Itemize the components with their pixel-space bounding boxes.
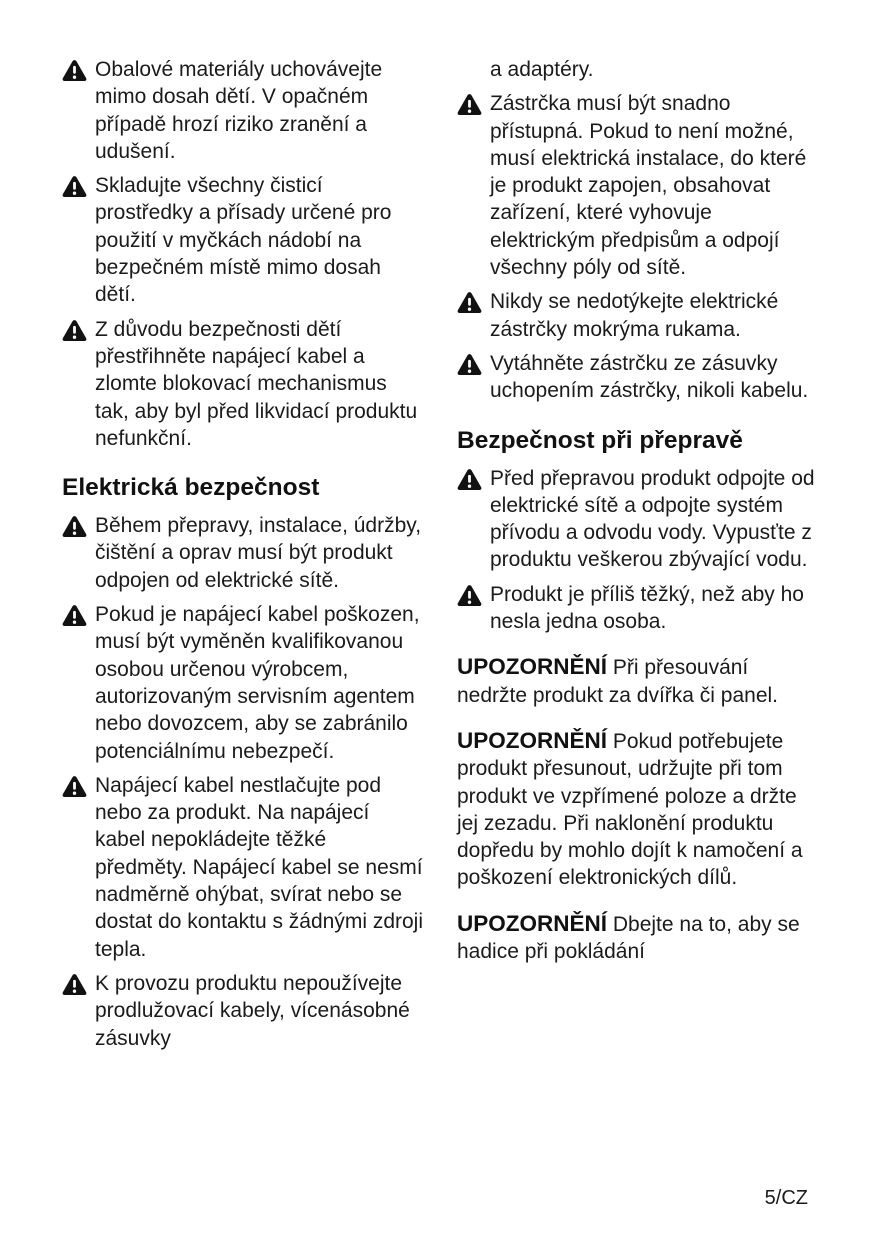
section-heading-transport-safety: Bezpečnost při přepravě xyxy=(457,426,743,454)
two-column-layout xyxy=(62,56,818,1059)
warning-triangle-icon xyxy=(62,970,95,996)
warning-triangle-icon xyxy=(457,90,490,116)
warning-triangle-icon xyxy=(62,772,95,798)
bullet-text: Zástrčka musí být snadno přístupná. Pokud to není možné, musí elektrická instalace, do které je produkt zapojen, obsahovat zařízení, které vyhovuje elektrickým předpisům a odpojí všechny póly od sítě. xyxy=(490,92,807,280)
warning-triangle-icon xyxy=(62,601,95,627)
warning-triangle-icon xyxy=(62,512,95,538)
warning-triangle-icon xyxy=(457,465,490,491)
bullet-text: Nikdy se nedotýkejte elektrické zástrčky mokrýma rukama. xyxy=(490,290,779,341)
warning-bullet xyxy=(62,512,423,594)
warning-triangle-icon xyxy=(62,316,95,342)
warning-triangle-icon xyxy=(62,172,95,198)
warning-triangle-icon xyxy=(62,56,95,82)
continuation-text: a adaptéry. xyxy=(490,58,594,81)
notice-paragraph xyxy=(457,909,818,966)
bullet-text: Obalové materiály uchovávejte mimo dosah dětí. V opačném případě hrozí riziko zranění a udušení. xyxy=(95,58,383,163)
bullet-text: Produkt je příliš těžký, než aby ho nesla jedna osoba. xyxy=(490,582,804,634)
bullet-text: Skladujte všechny čisticí prostředky a přísady určené pro použití v myčkách nádobí na bezpečném místě mimo dosah dětí. xyxy=(95,174,392,307)
right-column xyxy=(457,56,818,1059)
page-number: 5/CZ xyxy=(764,1187,808,1209)
notice-text: Při přesouvání nedržte produkt za dvířka či panel. xyxy=(457,656,779,707)
left-column xyxy=(62,56,423,1059)
warning-bullet xyxy=(457,350,818,405)
notice-label: UPOZORNĚNÍ xyxy=(457,910,608,936)
warning-bullet xyxy=(62,56,423,165)
notice-paragraph xyxy=(457,726,818,892)
warning-bullet xyxy=(457,581,818,636)
warning-bullet xyxy=(62,970,423,1052)
bullet-text: Z důvodu bezpečnosti dětí přestřihněte napájecí kabel a zlomte blokovací mechanismus tak, aby byl před likvidací produktu nefunkční. xyxy=(95,317,418,450)
warning-bullet xyxy=(62,601,423,765)
bullet-text: Napájecí kabel nestlačujte pod nebo za produkt. Na napájecí kabel nepokládejte těžké předměty. Napájecí kabel se nesmí nadměrně ohýbat, svírat nebo se dostat do kontaktu s žádnými zdroji tepla. xyxy=(95,773,424,961)
notice-label: UPOZORNĚNÍ xyxy=(457,727,608,753)
section-heading-electrical-safety: Elektrická bezpečnost xyxy=(62,474,320,502)
warning-triangle-icon xyxy=(457,350,490,376)
warning-bullet xyxy=(457,90,818,281)
warning-bullet xyxy=(62,316,423,452)
notice-text: Pokud potřebujete produkt přesunout, udržujte při tom produkt ve vzpřímené poloze a držte jej zezadu. Při naklonění produktu dopředu by mohlo dojít k namočení a poškození elektronických dílů. xyxy=(457,729,803,890)
warning-bullet xyxy=(62,772,423,963)
warning-triangle-icon xyxy=(457,581,490,607)
warning-triangle-icon xyxy=(457,288,490,314)
bullet-text: Před přepravou produkt odpojte od elektrické sítě a odpojte systém přívodu a odvodu vody. Vypusťte z produktu veškerou zbývající vodu. xyxy=(490,466,815,572)
bullet-text: K provozu produktu nepoužívejte prodlužovací kabely, vícenásobné zásuvky xyxy=(95,971,410,1050)
bullet-text: Vytáhněte zástrčku ze zásuvky uchopením zástrčky, nikoli kabelu. xyxy=(490,351,809,403)
bullet-text: Pokud je napájecí kabel poškozen, musí být vyměněn kvalifikovanou osobou určenou výrobcem, autorizovaným servisním agentem nebo dovozcem, aby se zabránilo potenciálnímu nebezpečí. xyxy=(95,603,420,763)
notice-paragraph xyxy=(457,652,818,709)
warning-bullet xyxy=(457,465,818,574)
warning-bullet xyxy=(62,172,423,308)
warning-bullet xyxy=(457,288,818,343)
bullet-text: Během přepravy, instalace, údržby, čištění a oprav musí být produkt odpojen od elektrické sítě. xyxy=(95,514,422,592)
notice-text: Dbejte na to, aby se hadice při pokládání xyxy=(457,912,800,964)
notice-label: UPOZORNĚNÍ xyxy=(457,654,608,680)
